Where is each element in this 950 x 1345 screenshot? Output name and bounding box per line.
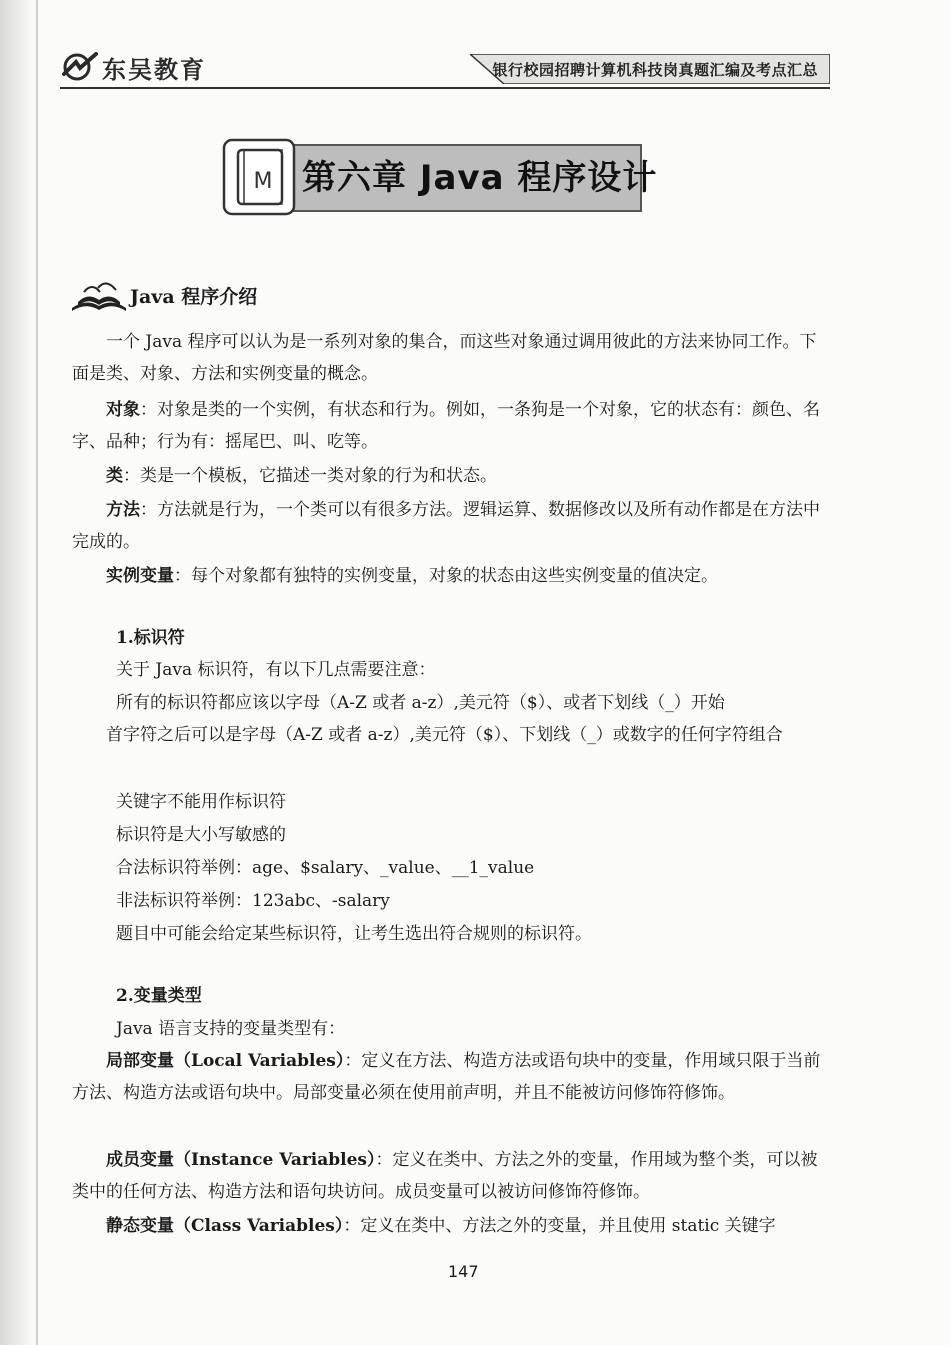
concept-method	[72, 494, 824, 558]
identifier-legal-examples: 合法标识符举例：age、$salary、_value、__1_value	[116, 858, 535, 878]
intro-paragraph: 一个 Java 程序可以认为是一系列对象的集合，而这些对象通过调用彼此的方法来协同工作。下面是类、对象、方法和实例变量的概念。	[72, 332, 817, 384]
brand	[60, 48, 206, 86]
book-spine-shadow	[0, 0, 34, 1345]
header-rule	[60, 87, 830, 89]
class-variables-text: ：定义在类中、方法之外的变量，并且使用 static 关键字	[343, 1216, 776, 1236]
header-banner	[470, 54, 830, 84]
header-subtitle: 银行校园招聘计算机科技岗真题汇编及考点汇总	[492, 61, 818, 79]
local-variables-paragraph	[72, 1045, 824, 1109]
concept-sep: ：	[140, 400, 157, 420]
identifier-rule-3: 关键字不能用作标识符	[116, 792, 286, 812]
section-title: Java 程序介绍	[130, 285, 258, 308]
concept-class	[72, 460, 824, 492]
variables-heading: 2.变量类型	[116, 986, 202, 1006]
concept-instance-variable	[72, 560, 824, 592]
identifier-rule-1: 所有的标识符都应该以字母（A-Z 或者 a-z）,美元符（$）、或者下划线（_）开始	[116, 693, 725, 713]
open-book-icon	[70, 278, 128, 312]
brand-name: 东吴教育	[102, 55, 206, 84]
local-variables-term: 局部变量（Local Variables）	[106, 1051, 345, 1071]
concept-term: 方法	[106, 500, 140, 520]
identifier-rule-2: 首字符之后可以是字母（A-Z 或者 a-z）,美元符（$）、下划线（_）或数字的任何字符组合	[106, 725, 783, 745]
variables-intro: Java 语言支持的变量类型有：	[116, 1019, 346, 1039]
concept-sep: ：	[140, 500, 157, 520]
concept-text: 方法就是行为，一个类可以有很多方法。逻辑运算、数据修改以及所有动作都是在方法中完成的。	[72, 500, 820, 552]
concept-term: 实例变量	[106, 566, 174, 586]
page-header	[60, 48, 830, 86]
identifier-rule-4: 标识符是大小写敏感的	[116, 825, 286, 845]
page-edge-line	[36, 0, 38, 1345]
page-number: 147	[448, 1262, 479, 1281]
concept-sep: ：	[174, 566, 191, 586]
concept-object	[72, 394, 824, 458]
chapter-icon-letter: M	[253, 169, 273, 194]
identifiers-intro: 关于 Java 标识符，有以下几点需要注意：	[116, 660, 436, 680]
identifiers-heading: 1.标识符	[116, 628, 185, 648]
class-variables-paragraph	[72, 1210, 824, 1242]
section-heading	[70, 278, 257, 312]
instance-variables-paragraph	[72, 1144, 824, 1208]
instance-variables-text: ：定义在类中、方法之外的变量，作用域为整个类，可以被类中的任何方法、构造方法和语句块访问。成员变量可以被访问修饰符修饰。	[72, 1150, 818, 1202]
instance-variables-term: 成员变量（Instance Variables）	[106, 1150, 376, 1170]
brand-logo-icon	[60, 52, 98, 82]
concept-text: 每个对象都有独特的实例变量，对象的状态由这些实例变量的值决定。	[191, 566, 718, 586]
concept-term: 对象	[106, 400, 140, 420]
local-variables-text: ：定义在方法、构造方法或语句块中的变量，作用域只限于当前方法、构造方法或语句块中。局部变量必须在使用前声明，并且不能被访问修饰符修饰。	[72, 1051, 821, 1103]
identifier-illegal-examples: 非法标识符举例：123abc、-salary	[116, 891, 390, 911]
concept-text: 对象是类的一个实例，有状态和行为。例如，一条狗是一个对象，它的状态有：颜色、名字、品种；行为有：摇尾巴、叫、吃等。	[72, 400, 820, 452]
chapter-title: 第六章 Java 程序设计	[302, 158, 658, 198]
class-variables-term: 静态变量（Class Variables）	[106, 1216, 344, 1236]
identifier-note: 题目中可能会给定某些标识符，让考生选出符合规则的标识符。	[116, 924, 592, 944]
concept-text: 类是一个模板，它描述一类对象的行为和状态。	[140, 466, 497, 486]
chapter-book-icon	[222, 138, 302, 218]
concept-sep: ：	[123, 466, 140, 486]
chapter-title-block	[222, 138, 658, 218]
concept-term: 类	[106, 466, 123, 486]
